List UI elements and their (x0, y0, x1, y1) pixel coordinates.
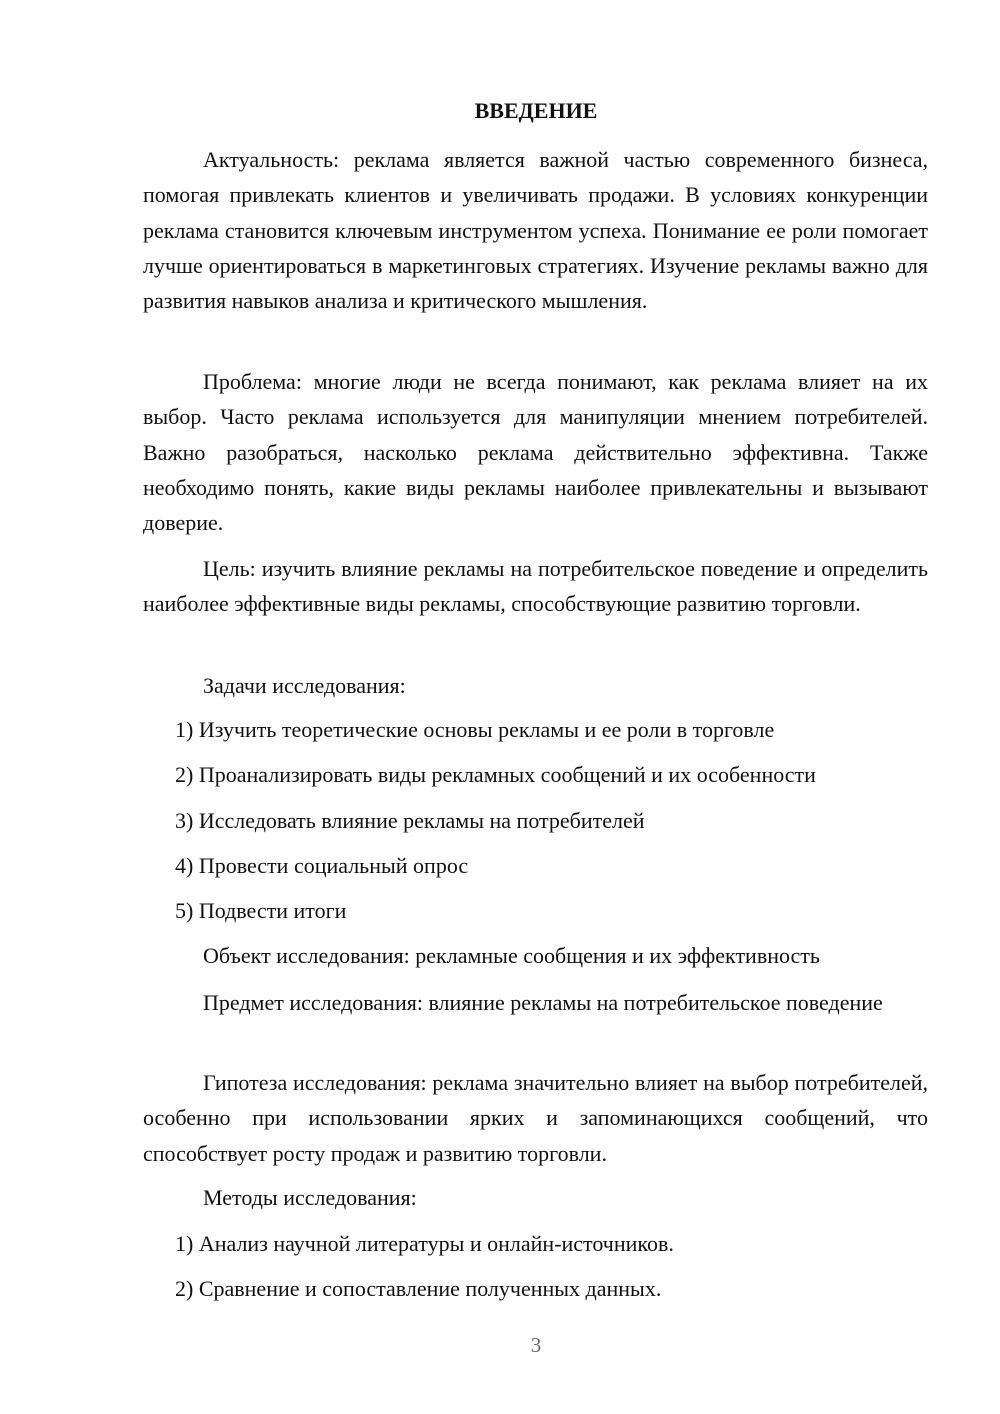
task-item-3: 3) Исследовать влияние рекламы на потребителей (175, 808, 645, 833)
tasks-heading: Задачи исследования: (203, 673, 406, 698)
method-item-1: 1) Анализ научной литературы и онлайн-источников. (175, 1231, 674, 1256)
problem-paragraph: Проблема: многие люди не всегда понимают, как реклама влияет на их выбор. Часто реклама используется для манипуляции мнением потребителей. Важно разобраться, насколько реклама действительно эффективна. Также необходимо понять, какие виды рекламы наиболее привлекательны и вызывают доверие. (143, 369, 928, 536)
task-item-1: 1) Изучить теоретические основы рекламы и ее роли в торговле (175, 717, 775, 742)
task-item-4: 4) Провести социальный опрос (175, 853, 469, 878)
hypothesis-paragraph: Гипотеза исследования: реклама значительно влияет на выбор потребителей, особенно при использовании ярких и запоминающихся сообщений, что способствует росту продаж и развитию торговли. (143, 1070, 928, 1166)
page-number: 3 (530, 1333, 542, 1357)
object-line: Объект исследования: рекламные сообщения и их эффективность (203, 943, 820, 968)
relevance-paragraph: Актуальность: реклама является важной частью современного бизнеса, помогая привлекать клиентов и увеличивать продажи. В условиях конкуренции реклама становится ключевым инструментом успеха. Понимание ее роли помогает лучше ориентироваться в маркетинговых стратегиях. Изучение рекламы важно для развития навыков анализа и критического мышления. (143, 147, 928, 314)
task-item-2: 2) Проанализировать виды рекламных сообщений и их особенности (175, 762, 816, 787)
goal-paragraph: Цель: изучить влияние рекламы на потребительское поведение и определить наиболее эффективные виды рекламы, способствующие развитию торговли. (143, 556, 928, 617)
method-item-2: 2) Сравнение и сопоставление полученных данных. (175, 1276, 662, 1301)
task-item-5: 5) Подвести итоги (175, 898, 347, 923)
subject-paragraph: Предмет исследования: влияние рекламы на потребительское поведение (203, 990, 883, 1015)
methods-heading: Методы исследования: (203, 1185, 417, 1210)
section-heading: ВВЕДЕНИЕ (474, 98, 598, 123)
